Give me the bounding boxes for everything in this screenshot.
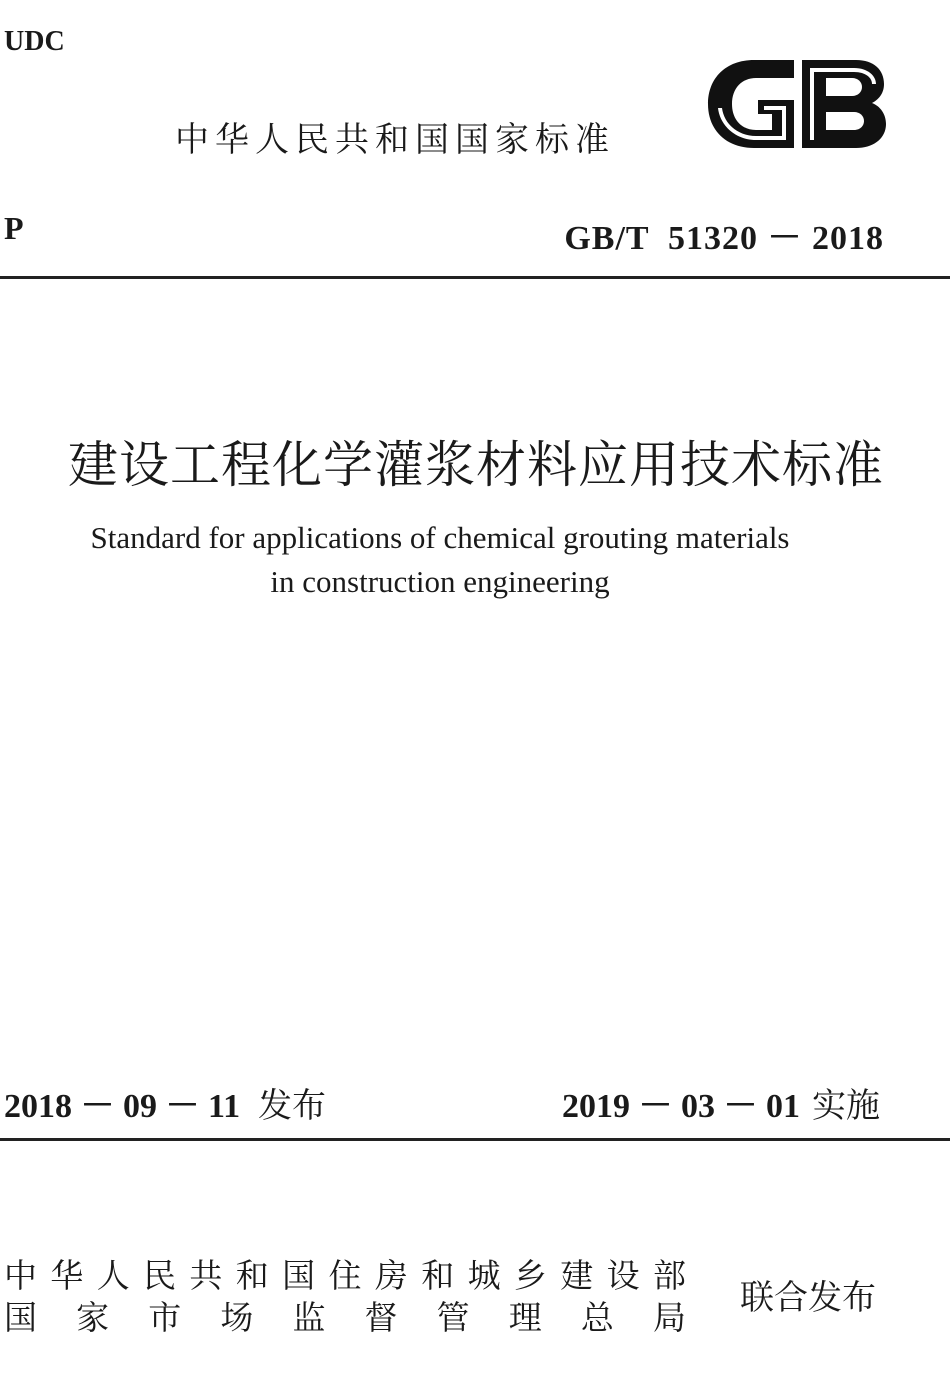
- chinese-title: 建设工程化学灌浆材料应用技术标准: [68, 436, 884, 494]
- english-title-line2: in construction engineering: [270, 564, 610, 599]
- national-standard-heading: 中华人民共和国国家标准: [175, 120, 615, 160]
- english-title-line1: Standard for applications of chemical grouting materials: [90, 520, 790, 555]
- issuer-line1: 中华人民共和国住房和城乡建设部: [4, 1256, 686, 1295]
- gb-logo-icon: [706, 56, 886, 152]
- joint-issue-label: 联合发布: [740, 1278, 876, 1318]
- implementation-label: 实施: [812, 1086, 880, 1126]
- udc-label: UDC: [4, 26, 65, 57]
- classification-code: P: [4, 210, 24, 246]
- issue-date: 2018 － 09 － 11: [4, 1088, 241, 1125]
- bottom-divider: [0, 1138, 950, 1141]
- standard-number: GB/T 51320 － 2018: [564, 220, 884, 257]
- issue-label: 发布: [258, 1086, 326, 1126]
- implementation-date: 2019 － 03 － 01: [562, 1088, 800, 1125]
- top-divider: [0, 276, 950, 279]
- issuer-line2: 国家市场监督管理总局: [4, 1298, 686, 1337]
